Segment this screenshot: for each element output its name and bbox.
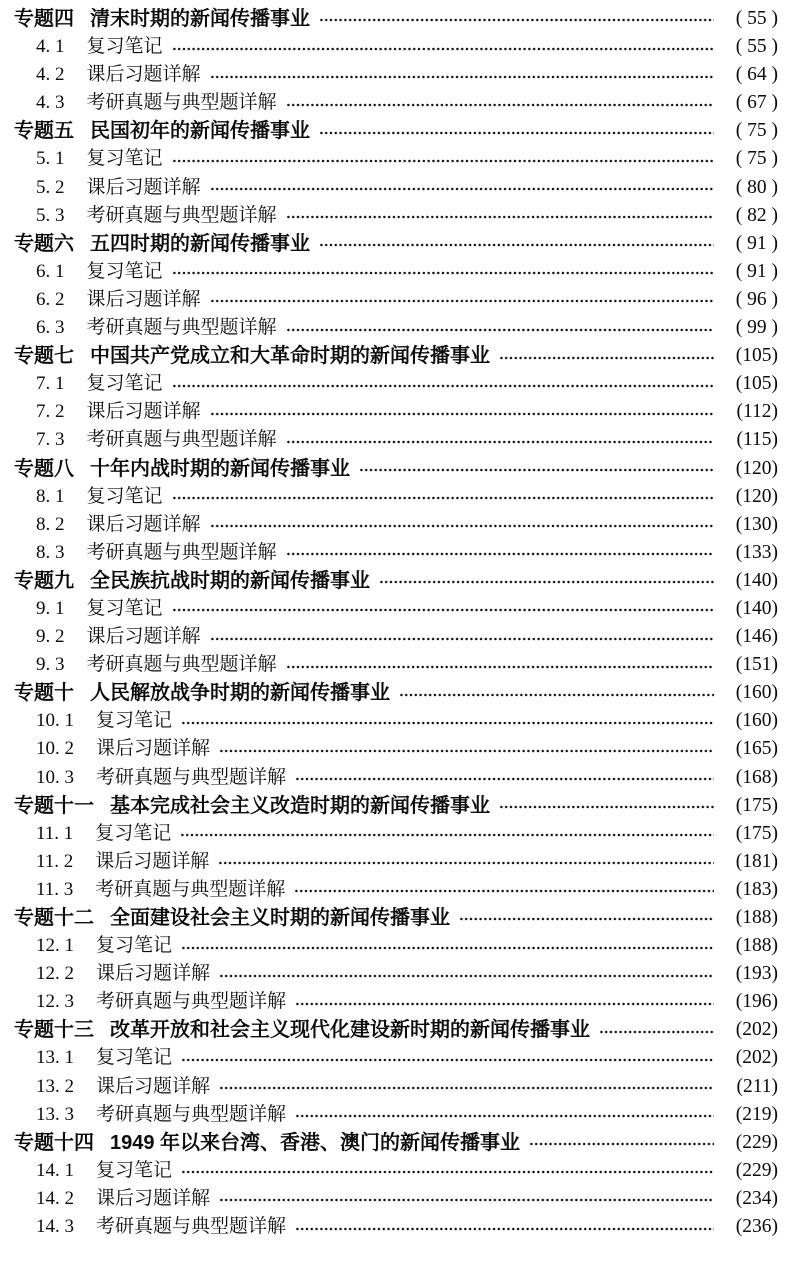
toc-item-row <box>14 1185 778 1213</box>
dot-leader <box>359 455 714 483</box>
item-number: 14. 2 <box>36 1187 74 1209</box>
item-page-number: (146) <box>735 626 778 648</box>
item-title: 考研真题与典型题详解 <box>86 541 277 563</box>
item-title: 复习笔记 <box>86 597 163 619</box>
toc-item-row <box>14 820 778 848</box>
dot-leader <box>295 988 714 1016</box>
toc-item-row <box>14 511 778 539</box>
item-number: 9. 1 <box>36 597 65 619</box>
chapter-title: 五四时期的新闻传播事业 <box>90 232 310 255</box>
toc-item-row <box>14 764 778 792</box>
dot-leader <box>295 1101 714 1129</box>
dot-leader <box>286 202 714 230</box>
item-title: 课后习题详解 <box>86 288 201 310</box>
dot-leader <box>210 398 714 426</box>
item-number: 6. 1 <box>36 260 65 282</box>
chapter-page-number: (229) <box>735 1131 778 1153</box>
chapter-title: 改革开放和社会主义现代化建设新时期的新闻传播事业 <box>110 1019 590 1042</box>
item-number: 7. 3 <box>36 429 65 451</box>
item-number: 12. 1 <box>36 935 74 957</box>
item-number: 11. 3 <box>36 878 74 900</box>
item-number: 8. 2 <box>36 513 65 535</box>
item-page-number: (196) <box>735 991 778 1013</box>
item-title: 复习笔记 <box>86 36 163 58</box>
chapter-page-number: (105) <box>735 345 778 367</box>
chapter-title: 中国共产党成立和大革命时期的新闻传播事业 <box>90 345 490 368</box>
chapter-page-number: ( 75 ) <box>735 120 778 142</box>
toc-item-row <box>14 89 778 117</box>
item-title: 复习笔记 <box>86 260 163 282</box>
toc-item-row <box>14 314 778 342</box>
toc-item-row <box>14 876 778 904</box>
toc-chapter-row <box>14 567 778 595</box>
dot-leader <box>210 286 714 314</box>
dot-leader <box>286 89 714 117</box>
item-number: 9. 2 <box>36 626 65 648</box>
item-number: 5. 3 <box>36 204 65 226</box>
item-title: 考研真题与典型题详解 <box>86 654 277 676</box>
item-page-number: (130) <box>735 513 778 535</box>
dot-leader <box>295 764 714 792</box>
dot-leader <box>286 539 714 567</box>
toc-item-row <box>14 370 778 398</box>
toc-item-row <box>14 1101 778 1129</box>
dot-leader <box>172 370 714 398</box>
dot-leader <box>499 792 714 820</box>
chapter-page-number: (120) <box>735 457 778 479</box>
toc-item-row <box>14 426 778 454</box>
toc-item-row <box>14 623 778 651</box>
dot-leader <box>219 1073 714 1101</box>
chapter-label: 专题四 <box>14 8 74 30</box>
item-title: 课后习题详解 <box>86 513 201 535</box>
chapter-label: 专题十二 <box>14 907 94 929</box>
chapter-label: 专题十一 <box>14 794 94 817</box>
item-number: 5. 2 <box>36 176 65 198</box>
item-title: 复习笔记 <box>95 822 172 844</box>
item-page-number: (219) <box>735 1103 778 1125</box>
toc-chapter-row <box>14 117 778 145</box>
item-page-number: ( 99 ) <box>735 317 778 339</box>
dot-leader <box>219 735 714 763</box>
toc-item-row <box>14 1157 778 1185</box>
chapter-title: 人民解放战争时期的新闻传播事业 <box>90 682 390 705</box>
dot-leader <box>181 707 714 735</box>
toc-item-row <box>14 960 778 988</box>
item-page-number: (234) <box>735 1187 778 1209</box>
toc-item-row <box>14 33 778 61</box>
item-number: 4. 1 <box>36 36 65 58</box>
item-page-number: ( 75 ) <box>735 148 778 170</box>
item-number: 14. 1 <box>36 1159 74 1181</box>
toc-chapter-row <box>14 5 778 33</box>
item-number: 6. 2 <box>36 288 65 310</box>
chapter-page-number: (175) <box>735 794 778 816</box>
chapter-page-number: ( 91 ) <box>735 232 778 254</box>
chapter-title: 全面建设社会主义时期的新闻传播事业 <box>110 907 450 929</box>
dot-leader <box>499 342 714 370</box>
dot-leader <box>172 483 714 511</box>
item-page-number: (160) <box>735 710 778 732</box>
item-number: 9. 3 <box>36 654 65 676</box>
toc-item-row <box>14 1044 778 1072</box>
toc-chapter-row <box>14 1016 778 1044</box>
item-page-number: (120) <box>735 485 778 507</box>
item-title: 课后习题详解 <box>96 1187 211 1209</box>
item-number: 12. 3 <box>36 991 74 1013</box>
dot-leader <box>319 117 714 145</box>
item-number: 7. 2 <box>36 401 65 423</box>
dot-leader <box>399 679 714 707</box>
chapter-label: 专题七 <box>14 345 74 368</box>
toc-item-row <box>14 61 778 89</box>
dot-leader <box>286 651 714 679</box>
item-title: 考研真题与典型题详解 <box>96 766 287 788</box>
item-page-number: (112) <box>736 401 778 423</box>
dot-leader <box>459 904 714 932</box>
toc-chapter-row <box>14 455 778 483</box>
dot-leader <box>286 314 714 342</box>
toc-item-row <box>14 1073 778 1101</box>
item-number: 8. 1 <box>36 485 65 507</box>
toc-item-row <box>14 707 778 735</box>
dot-leader <box>219 1185 714 1213</box>
chapter-title: 民国初年的新闻传播事业 <box>90 120 310 143</box>
item-title: 课后习题详解 <box>96 738 211 760</box>
chapter-label: 专题十四 <box>14 1131 94 1154</box>
chapter-page-number: (188) <box>735 907 778 928</box>
item-page-number: ( 67 ) <box>735 92 778 114</box>
item-page-number: (188) <box>735 935 778 957</box>
dot-leader <box>181 1157 714 1185</box>
item-title: 考研真题与典型题详解 <box>96 1216 287 1238</box>
chapter-label: 专题十三 <box>14 1019 94 1042</box>
item-page-number: (202) <box>735 1047 778 1069</box>
toc-item-row <box>14 202 778 230</box>
item-title: 复习笔记 <box>96 710 173 732</box>
toc-chapter-row <box>14 230 778 258</box>
item-number: 10. 1 <box>36 710 74 732</box>
dot-leader <box>172 145 714 173</box>
toc-item-row <box>14 932 778 960</box>
toc-item-row <box>14 595 778 623</box>
toc-chapter-row <box>14 904 778 932</box>
item-title: 课后习题详解 <box>86 64 201 86</box>
dot-leader <box>379 567 714 595</box>
item-title: 考研真题与典型题详解 <box>86 92 277 114</box>
chapter-label: 专题十 <box>14 682 74 705</box>
toc-chapter-row <box>14 679 778 707</box>
dot-leader <box>286 426 714 454</box>
toc-item-row <box>14 1213 778 1241</box>
item-title: 复习笔记 <box>86 373 163 395</box>
item-title: 复习笔记 <box>96 935 173 957</box>
item-page-number: (115) <box>736 429 778 451</box>
toc-item-row <box>14 145 778 173</box>
item-page-number: ( 91 ) <box>735 260 778 282</box>
chapter-page-number: (160) <box>735 682 778 704</box>
item-number: 13. 2 <box>36 1075 74 1097</box>
dot-leader <box>295 1213 714 1241</box>
item-number: 8. 3 <box>36 541 65 563</box>
dot-leader <box>172 33 714 61</box>
item-page-number: (236) <box>735 1216 778 1238</box>
item-page-number: (140) <box>735 597 778 619</box>
dot-leader <box>172 258 714 286</box>
chapter-label: 专题八 <box>14 457 74 480</box>
item-page-number: (151) <box>735 654 778 676</box>
dot-leader <box>319 5 714 33</box>
item-title: 考研真题与典型题详解 <box>86 429 277 451</box>
item-page-number: (193) <box>735 963 778 985</box>
chapter-page-number: ( 55 ) <box>735 8 778 29</box>
item-title: 考研真题与典型题详解 <box>86 317 277 339</box>
item-page-number: ( 55 ) <box>735 36 778 58</box>
item-title: 复习笔记 <box>86 485 163 507</box>
item-title: 考研真题与典型题详解 <box>96 1103 287 1125</box>
item-page-number: (133) <box>735 541 778 563</box>
toc-item-row <box>14 651 778 679</box>
dot-leader <box>218 848 714 876</box>
item-page-number: (211) <box>736 1075 778 1097</box>
chapter-title: 全民族抗战时期的新闻传播事业 <box>90 569 370 592</box>
chapter-page-number: (140) <box>735 569 778 591</box>
toc-item-row <box>14 398 778 426</box>
dot-leader <box>172 595 714 623</box>
item-number: 4. 3 <box>36 92 65 114</box>
item-number: 13. 1 <box>36 1047 74 1069</box>
toc-chapter-row <box>14 342 778 370</box>
item-page-number: (175) <box>735 822 778 844</box>
item-title: 课后习题详解 <box>86 176 201 198</box>
dot-leader <box>529 1129 714 1157</box>
item-number: 13. 3 <box>36 1103 74 1125</box>
dot-leader <box>210 623 714 651</box>
item-page-number: (229) <box>735 1159 778 1181</box>
toc-item-row <box>14 735 778 763</box>
item-page-number: ( 82 ) <box>735 204 778 226</box>
item-page-number: (181) <box>735 850 778 872</box>
chapter-title: 1949 年以来台湾、香港、澳门的新闻传播事业 <box>110 1131 521 1154</box>
item-page-number: ( 96 ) <box>735 288 778 310</box>
item-title: 复习笔记 <box>96 1047 173 1069</box>
dot-leader <box>181 932 714 960</box>
toc-item-row <box>14 483 778 511</box>
toc-item-row <box>14 848 778 876</box>
item-number: 5. 1 <box>36 148 65 170</box>
item-number: 10. 3 <box>36 766 74 788</box>
chapter-label: 专题六 <box>14 232 74 255</box>
item-title: 考研真题与典型题详解 <box>95 878 286 900</box>
dot-leader <box>599 1016 714 1044</box>
chapter-title: 十年内战时期的新闻传播事业 <box>90 457 350 480</box>
dot-leader <box>181 1044 714 1072</box>
item-number: 6. 3 <box>36 317 65 339</box>
item-title: 课后习题详解 <box>96 963 211 985</box>
chapter-title: 清末时期的新闻传播事业 <box>90 8 310 30</box>
item-number: 4. 2 <box>36 64 65 86</box>
chapter-label: 专题五 <box>14 120 74 143</box>
chapter-label: 专题九 <box>14 569 74 592</box>
item-number: 14. 3 <box>36 1216 74 1238</box>
toc-item-row <box>14 286 778 314</box>
item-title: 考研真题与典型题详解 <box>86 204 277 226</box>
item-page-number: (183) <box>735 878 778 900</box>
item-page-number: (105) <box>735 373 778 395</box>
item-page-number: (168) <box>735 766 778 788</box>
dot-leader <box>294 876 714 904</box>
item-title: 课后习题详解 <box>96 1075 211 1097</box>
item-number: 12. 2 <box>36 963 74 985</box>
item-title: 课后习题详解 <box>95 850 210 872</box>
dot-leader <box>219 960 714 988</box>
item-page-number: (165) <box>735 738 778 760</box>
dot-leader <box>210 174 714 202</box>
item-number: 11. 1 <box>36 822 74 844</box>
item-title: 复习笔记 <box>96 1159 173 1181</box>
item-number: 11. 2 <box>36 850 74 872</box>
toc-chapter-row <box>14 792 778 820</box>
item-title: 复习笔记 <box>86 148 163 170</box>
item-page-number: ( 64 ) <box>735 64 778 86</box>
toc-item-row <box>14 539 778 567</box>
item-page-number: ( 80 ) <box>735 176 778 198</box>
chapter-title: 基本完成社会主义改造时期的新闻传播事业 <box>110 794 490 817</box>
dot-leader <box>180 820 714 848</box>
dot-leader <box>210 61 714 89</box>
toc-chapter-row <box>14 1129 778 1157</box>
item-title: 课后习题详解 <box>86 626 201 648</box>
toc-item-row <box>14 174 778 202</box>
item-number: 10. 2 <box>36 738 74 760</box>
toc-item-row <box>14 988 778 1016</box>
item-title: 课后习题详解 <box>86 401 201 423</box>
item-title: 考研真题与典型题详解 <box>96 991 287 1013</box>
dot-leader <box>210 511 714 539</box>
item-number: 7. 1 <box>36 373 65 395</box>
chapter-page-number: (202) <box>735 1019 778 1041</box>
dot-leader <box>319 230 714 258</box>
toc-item-row <box>14 258 778 286</box>
